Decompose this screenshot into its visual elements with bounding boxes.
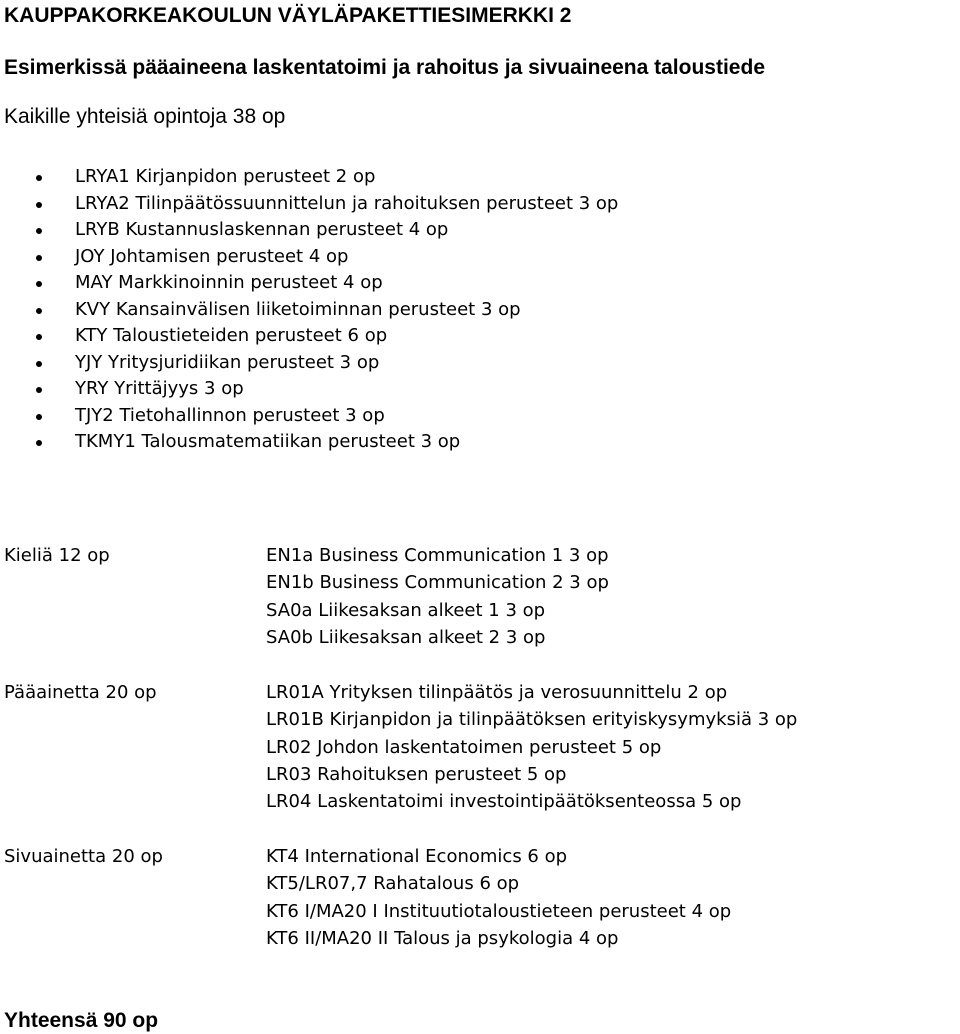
bullet-icon bbox=[36, 228, 42, 234]
languages-course-list bbox=[266, 542, 609, 651]
document-title: KAUPPAKORKEAKOULUN VÄYLÄPAKETTIESIMERKKI 2 bbox=[4, 4, 572, 27]
list-item: LR02 Johdon laskentatoimen perusteet 5 op bbox=[266, 736, 662, 758]
bullet-icon bbox=[36, 440, 42, 446]
list-item: KT6 II/MA20 II Talous ja psykologia 4 op bbox=[266, 927, 619, 949]
list-item: LR01B Kirjanpidon ja tilinpäätöksen erityiskysymyksiä 3 op bbox=[266, 709, 798, 731]
list-item: LR03 Rahoituksen perusteet 5 op bbox=[266, 763, 567, 785]
list-item: KT4 International Economics 6 op bbox=[266, 846, 568, 867]
list-item: EN1a Business Communication 1 3 op bbox=[266, 545, 609, 566]
list-item: KT6 I/MA20 I Instituutiotaloustieteen perusteet 4 op bbox=[266, 900, 732, 922]
major-label: Pääainetta 20 op bbox=[4, 682, 157, 703]
list-item: LR04 Laskentatoimi investointipäätöksenteossa 5 op bbox=[266, 791, 742, 813]
bullet-icon bbox=[36, 202, 42, 208]
languages-label: Kieliä 12 op bbox=[4, 545, 110, 566]
list-item: LR01A Yrityksen tilinpäätös ja verosuunnittelu 2 op bbox=[266, 682, 728, 703]
bullet-icon bbox=[36, 281, 42, 287]
list-item: KT5/LR07,7 Rahatalous 6 op bbox=[266, 873, 520, 895]
list-item: EN1b Business Communication 2 3 op bbox=[266, 572, 609, 594]
minor-course-list bbox=[266, 843, 731, 952]
bullet-icon bbox=[36, 175, 42, 181]
bullet-icon bbox=[36, 361, 42, 367]
bullet-icon bbox=[36, 387, 42, 393]
bullet-icon bbox=[36, 414, 42, 420]
common-studies-heading: Kaikille yhteisiä opintoja 38 op bbox=[4, 105, 286, 128]
total-credits: Yhteensä 90 op bbox=[4, 1009, 159, 1032]
bullet-icon bbox=[36, 334, 42, 340]
list-item: SA0a Liikesaksan alkeet 1 3 op bbox=[266, 599, 546, 621]
bullet-icon bbox=[36, 255, 42, 261]
document-subtitle: Esimerkissä pääaineena laskentatoimi ja rahoitus ja sivuaineena taloustiede bbox=[4, 56, 765, 79]
bullet-icon bbox=[36, 308, 42, 314]
list-item: SA0b Liikesaksan alkeet 2 3 op bbox=[266, 626, 546, 648]
major-course-list bbox=[266, 679, 797, 815]
minor-label: Sivuainetta 20 op bbox=[4, 846, 163, 867]
